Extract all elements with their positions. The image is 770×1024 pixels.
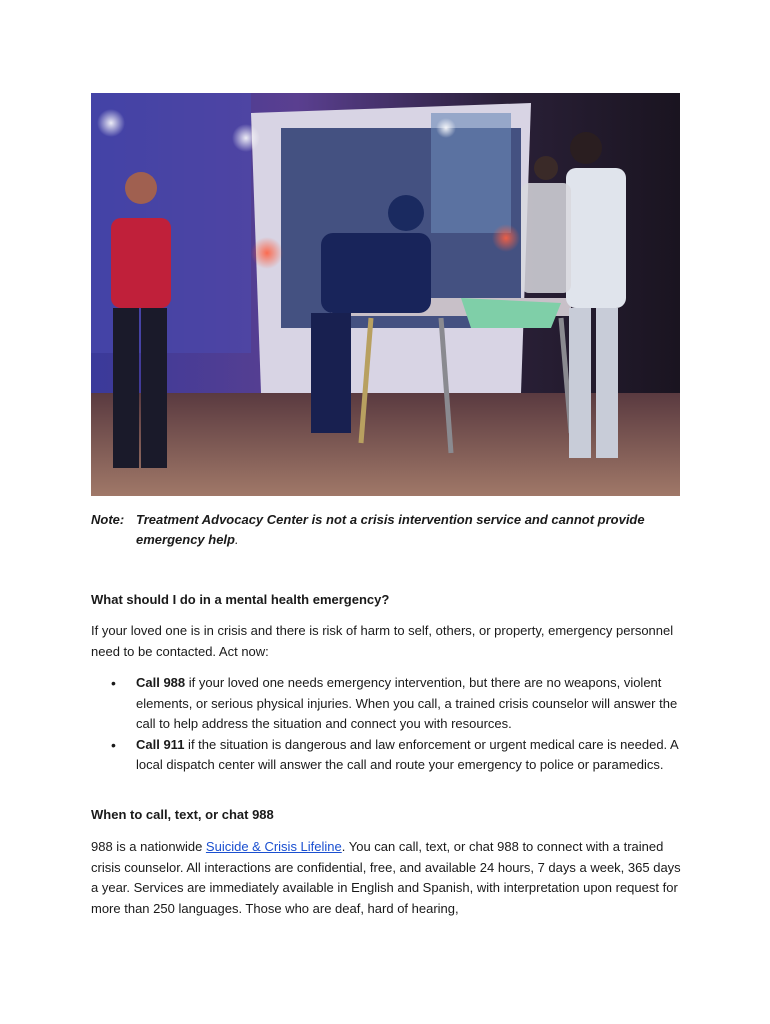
note-block: [91, 510, 691, 550]
list-item: • Call 911 if the situation is dangerous and law enforcement or urgent medical care is needed. A local dispatch center will answer the call and route your emergency to police or paramedics.: [91, 735, 681, 776]
note-label: Note:: [91, 512, 125, 527]
section-heading-988: When to call, text, or chat 988: [91, 807, 274, 822]
lifeline-link[interactable]: Suicide & Crisis Lifeline: [205, 839, 342, 854]
emergency-actions-list: [91, 673, 681, 776]
list-item: • Call 988 if your loved one needs emergency intervention, but there are no weapons, violent elements, or serious physical injuries. When you call, a trained crisis counselor will answer the call to help address the situation and connect you with resources.: [91, 673, 681, 735]
emergency-scene-photo: [91, 93, 680, 496]
note-text: Treatment Advocacy Center is not a crisis intervention service and cannot provide emergency help.: [136, 512, 645, 547]
emergency-intro-paragraph: If your loved one is in crisis and there is risk of harm to self, others, or property, emergency personnel need to be contacted. Act now:: [91, 623, 674, 659]
lifeline-paragraph: 988 is a nationwide Suicide & Crisis Lifeline. You can call, text, or chat 988 to connect with a trained crisis counselor. All interactions are confidential, free, and available 24 hours, 7 days a week, 365 days a year. Services are immediately available in English and Spanish, with interpretation upon request for more than 250 languages. Those who are deaf, hard of hearing,: [91, 839, 681, 916]
section-heading-emergency: What should I do in a mental health emergency?: [91, 592, 390, 607]
